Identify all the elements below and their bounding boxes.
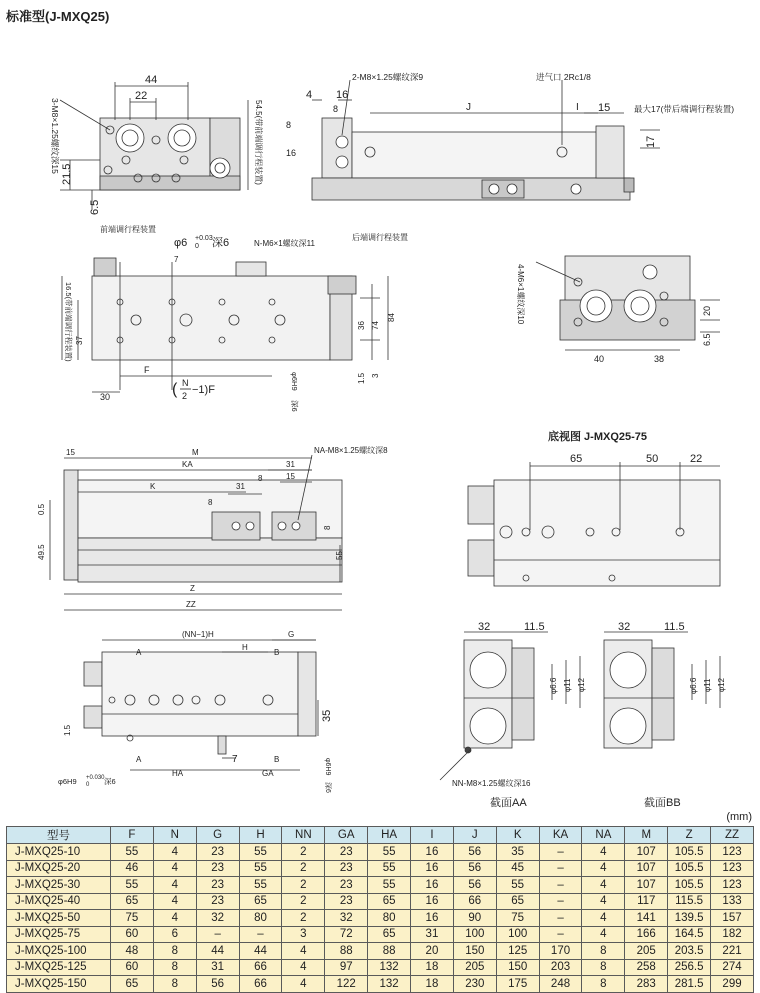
bplan-dim-B-top: B bbox=[274, 648, 280, 657]
aa-dim-32: 32 bbox=[478, 621, 491, 633]
value-cell: 8 bbox=[153, 943, 196, 960]
value-cell: – bbox=[239, 926, 282, 943]
value-cell: 46 bbox=[111, 860, 154, 877]
front-dim-6-5: 6.5 bbox=[89, 199, 101, 215]
value-cell: 44 bbox=[196, 943, 239, 960]
long-dim-8c: 8 bbox=[323, 525, 332, 530]
aa-dim-phi6-6: φ6.6 bbox=[549, 677, 558, 694]
value-cell: – bbox=[539, 926, 582, 943]
value-cell: 205 bbox=[453, 959, 496, 976]
side-dim-I: I bbox=[576, 102, 579, 113]
spec-table-body bbox=[7, 844, 754, 993]
value-cell: 65 bbox=[111, 976, 154, 993]
header-N: N bbox=[153, 827, 196, 844]
value-cell: 205 bbox=[625, 943, 668, 960]
bplan-dim-G: G bbox=[288, 630, 295, 639]
value-cell: 4 bbox=[153, 844, 196, 861]
value-cell: 170 bbox=[539, 943, 582, 960]
value-cell: 299 bbox=[711, 976, 754, 993]
value-cell: 32 bbox=[196, 910, 239, 927]
side-dim-8a: 8 bbox=[333, 104, 339, 114]
front-note-stroke: 54.5(带前端调行程装置) bbox=[254, 100, 263, 185]
plan-dim-7: 7 bbox=[174, 255, 179, 264]
side-dim-17: 17 bbox=[645, 135, 657, 148]
bplan-dim-7: 7 bbox=[232, 754, 238, 765]
value-cell: 8 bbox=[582, 959, 625, 976]
header-ZZ: ZZ bbox=[711, 827, 754, 844]
bplan-dim-A-bottom: A bbox=[136, 755, 142, 764]
value-cell: 132 bbox=[368, 976, 411, 993]
long-dim-31a: 31 bbox=[286, 460, 295, 469]
value-cell: 150 bbox=[496, 959, 539, 976]
long-dim-ZZ: ZZ bbox=[186, 600, 196, 609]
bb-dim-phi11: φ11 bbox=[703, 678, 712, 692]
bottom-view bbox=[468, 462, 720, 586]
plan-dim-37: 37 bbox=[75, 336, 84, 345]
aa-note-thread: NN-M8×1.25螺纹深16 bbox=[452, 779, 531, 788]
value-cell: 60 bbox=[111, 959, 154, 976]
value-cell: 16 bbox=[411, 844, 454, 861]
value-cell: 16 bbox=[411, 910, 454, 927]
value-cell: 115.5 bbox=[668, 893, 711, 910]
table-row bbox=[7, 860, 754, 877]
bplan-dim-GA: GA bbox=[262, 769, 274, 778]
value-cell: 4 bbox=[582, 860, 625, 877]
value-cell: 72 bbox=[325, 926, 368, 943]
value-cell: 175 bbox=[496, 976, 539, 993]
side-dim-8b: 8 bbox=[286, 120, 292, 130]
bplan-dim-A-top: A bbox=[136, 648, 142, 657]
value-cell: 6 bbox=[153, 926, 196, 943]
long-dim-Z: Z bbox=[190, 584, 195, 593]
plan-formula-open: ( bbox=[172, 381, 178, 398]
value-cell: – bbox=[539, 860, 582, 877]
value-cell: 4 bbox=[153, 877, 196, 894]
value-cell: 141 bbox=[625, 910, 668, 927]
value-cell: 45 bbox=[496, 860, 539, 877]
bottom-dim-65: 65 bbox=[570, 453, 583, 465]
bplan-note-phi6h9: φ6H9 bbox=[58, 777, 77, 786]
value-cell: 23 bbox=[325, 860, 368, 877]
header-model: 型号 bbox=[7, 827, 111, 844]
value-cell: – bbox=[196, 926, 239, 943]
value-cell: 2 bbox=[282, 893, 325, 910]
value-cell: 65 bbox=[239, 893, 282, 910]
aa-dim-11-5: 11.5 bbox=[524, 621, 545, 633]
model-cell: J-MXQ25-75 bbox=[7, 926, 111, 943]
value-cell: 107 bbox=[625, 877, 668, 894]
value-cell: 8 bbox=[582, 943, 625, 960]
value-cell: 32 bbox=[325, 910, 368, 927]
long-dim-15: 15 bbox=[66, 448, 75, 457]
value-cell: 56 bbox=[453, 877, 496, 894]
model-cell: J-MXQ25-125 bbox=[7, 959, 111, 976]
value-cell: 66 bbox=[453, 893, 496, 910]
value-cell: 105.5 bbox=[668, 844, 711, 861]
aa-label: 截面AA bbox=[490, 797, 527, 809]
spec-table bbox=[6, 826, 754, 993]
long-dim-31b: 31 bbox=[236, 482, 245, 491]
bb-dim-11-5: 11.5 bbox=[664, 621, 685, 633]
plan-dim-3: 3 bbox=[371, 373, 380, 378]
bplan-note-tol-up: +0.030 bbox=[86, 775, 105, 781]
header-I: I bbox=[411, 827, 454, 844]
header-Z: Z bbox=[668, 827, 711, 844]
plan-formula-tail: −1)F bbox=[192, 384, 215, 396]
value-cell: 105.5 bbox=[668, 860, 711, 877]
model-cell: J-MXQ25-100 bbox=[7, 943, 111, 960]
bplan-note-tol-low: 0 bbox=[86, 782, 90, 788]
value-cell: 88 bbox=[368, 943, 411, 960]
value-cell: 4 bbox=[582, 926, 625, 943]
value-cell: 65 bbox=[368, 893, 411, 910]
value-cell: 75 bbox=[111, 910, 154, 927]
value-cell: 97 bbox=[325, 959, 368, 976]
plan-note-tol-up: +0.03 bbox=[195, 235, 213, 242]
header-M: M bbox=[625, 827, 668, 844]
value-cell: 123 bbox=[711, 860, 754, 877]
value-cell: 157 bbox=[711, 910, 754, 927]
header-HA: HA bbox=[368, 827, 411, 844]
value-cell: 20 bbox=[411, 943, 454, 960]
value-cell: 8 bbox=[582, 976, 625, 993]
bplan-dim-1-5: 1.5 bbox=[63, 724, 72, 736]
value-cell: 258 bbox=[625, 959, 668, 976]
value-cell: 55 bbox=[239, 860, 282, 877]
header-NN: NN bbox=[282, 827, 325, 844]
aa-dim-phi12: φ12 bbox=[577, 677, 586, 692]
value-cell: 123 bbox=[711, 877, 754, 894]
value-cell: 164.5 bbox=[668, 926, 711, 943]
value-cell: 123 bbox=[711, 844, 754, 861]
value-cell: 66 bbox=[239, 976, 282, 993]
plan-formula-num: N bbox=[182, 378, 189, 388]
value-cell: 4 bbox=[153, 860, 196, 877]
value-cell: 56 bbox=[453, 860, 496, 877]
value-cell: 23 bbox=[196, 893, 239, 910]
long-dim-KA: KA bbox=[182, 460, 193, 469]
value-cell: 90 bbox=[453, 910, 496, 927]
value-cell: 16 bbox=[411, 860, 454, 877]
spec-table-header bbox=[7, 827, 754, 844]
plan-dim-30: 30 bbox=[100, 392, 111, 402]
rear-view bbox=[536, 256, 720, 350]
table-row bbox=[7, 844, 754, 861]
value-cell: 2 bbox=[282, 844, 325, 861]
side-note-max: 最大17(带后端调行程装置) bbox=[634, 104, 735, 114]
value-cell: 4 bbox=[282, 976, 325, 993]
value-cell: 55 bbox=[496, 877, 539, 894]
side-dim-4: 4 bbox=[306, 89, 313, 101]
front-note-thread: 3-M8×1.25螺纹深15 bbox=[50, 98, 60, 174]
front-dim-22: 22 bbox=[135, 90, 148, 102]
value-cell: 23 bbox=[325, 877, 368, 894]
header-H: H bbox=[239, 827, 282, 844]
value-cell: 182 bbox=[711, 926, 754, 943]
plan-note-rear-adj: 后端调行程装置 bbox=[352, 233, 408, 242]
long-dim-0-5: 0.5 bbox=[37, 503, 46, 515]
value-cell: 60 bbox=[111, 926, 154, 943]
value-cell: 3 bbox=[282, 926, 325, 943]
value-cell: 88 bbox=[325, 943, 368, 960]
value-cell: 55 bbox=[111, 844, 154, 861]
value-cell: 56 bbox=[453, 844, 496, 861]
value-cell: 4 bbox=[282, 959, 325, 976]
plan-dim-74: 74 bbox=[371, 321, 380, 330]
model-cell: J-MXQ25-40 bbox=[7, 893, 111, 910]
value-cell: 122 bbox=[325, 976, 368, 993]
value-cell: 23 bbox=[196, 860, 239, 877]
long-note-thread: NA-M8×1.25螺纹深8 bbox=[314, 446, 388, 455]
long-dim-K: K bbox=[150, 482, 156, 491]
long-dim-49-5: 49.5 bbox=[37, 544, 46, 560]
value-cell: – bbox=[539, 877, 582, 894]
bplan-note-phi6h9-b: φ6H9 bbox=[324, 758, 331, 776]
side-top-view bbox=[312, 80, 660, 200]
value-cell: 16 bbox=[411, 893, 454, 910]
value-cell: 23 bbox=[325, 893, 368, 910]
long-dim-M: M bbox=[192, 448, 199, 457]
value-cell: 55 bbox=[239, 844, 282, 861]
value-cell: 133 bbox=[711, 893, 754, 910]
value-cell: 100 bbox=[453, 926, 496, 943]
value-cell: 18 bbox=[411, 959, 454, 976]
side-dim-16b: 16 bbox=[286, 148, 297, 158]
front-dim-21-5: 21.5 bbox=[61, 163, 73, 185]
value-cell: 31 bbox=[411, 926, 454, 943]
plan-note-depth: 深6 bbox=[212, 237, 230, 249]
table-row bbox=[7, 893, 754, 910]
value-cell: 55 bbox=[368, 844, 411, 861]
value-cell: 44 bbox=[239, 943, 282, 960]
plan-note-depth6: 深6 bbox=[290, 400, 299, 412]
value-cell: 4 bbox=[582, 910, 625, 927]
value-cell: 8 bbox=[153, 976, 196, 993]
value-cell: 2 bbox=[282, 877, 325, 894]
table-row bbox=[7, 926, 754, 943]
table-row bbox=[7, 943, 754, 960]
value-cell: 117 bbox=[625, 893, 668, 910]
model-cell: J-MXQ25-150 bbox=[7, 976, 111, 993]
value-cell: 221 bbox=[711, 943, 754, 960]
value-cell: 75 bbox=[496, 910, 539, 927]
plan-dim-F: F bbox=[144, 365, 150, 375]
rear-dim-38: 38 bbox=[654, 354, 665, 364]
value-cell: 23 bbox=[196, 877, 239, 894]
section-aa bbox=[440, 632, 580, 780]
side-dim-J: J bbox=[466, 102, 471, 113]
front-dim-44: 44 bbox=[145, 74, 158, 86]
bottom-plan-view bbox=[84, 640, 318, 770]
value-cell: 4 bbox=[282, 943, 325, 960]
rear-dim-20: 20 bbox=[702, 305, 712, 316]
long-dim-8b: 8 bbox=[208, 498, 213, 507]
unit-label: (mm) bbox=[726, 811, 752, 823]
table-row bbox=[7, 910, 754, 927]
model-cell: J-MXQ25-10 bbox=[7, 844, 111, 861]
plan-note-tol-low: 0 bbox=[195, 243, 199, 250]
plan-note-phi6: φ6 bbox=[174, 237, 188, 249]
plan-note-N-thread: N-M6×1螺纹深11 bbox=[254, 239, 315, 248]
value-cell: 48 bbox=[111, 943, 154, 960]
value-cell: 4 bbox=[582, 877, 625, 894]
value-cell: 105.5 bbox=[668, 877, 711, 894]
header-F: F bbox=[111, 827, 154, 844]
bplan-dim-35: 35 bbox=[321, 709, 333, 722]
value-cell: – bbox=[539, 910, 582, 927]
plan-dim-36: 36 bbox=[357, 321, 366, 330]
rear-dim-6-5: 6.5 bbox=[702, 333, 712, 346]
value-cell: 125 bbox=[496, 943, 539, 960]
value-cell: 23 bbox=[196, 844, 239, 861]
bb-dim-32: 32 bbox=[618, 621, 631, 633]
value-cell: 283 bbox=[625, 976, 668, 993]
page-title: 标准型(J-MXQ25) bbox=[6, 9, 110, 24]
plan-dim-1-5: 1.5 bbox=[357, 372, 366, 384]
bplan-dim-NN-H: (NN−1)H bbox=[182, 630, 214, 639]
long-dim-8a: 8 bbox=[258, 474, 263, 483]
value-cell: 23 bbox=[325, 844, 368, 861]
header-J: J bbox=[453, 827, 496, 844]
plan-dim-84: 84 bbox=[387, 313, 396, 322]
value-cell: 80 bbox=[239, 910, 282, 927]
side-dim-15: 15 bbox=[598, 102, 611, 114]
value-cell: 35 bbox=[496, 844, 539, 861]
bplan-note-depth: 深6 bbox=[104, 777, 116, 786]
bottom-dim-50: 50 bbox=[646, 453, 659, 465]
value-cell: 166 bbox=[625, 926, 668, 943]
value-cell: 65 bbox=[111, 893, 154, 910]
bb-label: 截面BB bbox=[644, 797, 681, 809]
model-cell: J-MXQ25-20 bbox=[7, 860, 111, 877]
model-cell: J-MXQ25-50 bbox=[7, 910, 111, 927]
value-cell: 4 bbox=[153, 910, 196, 927]
bb-dim-phi6-6: φ6.6 bbox=[689, 677, 698, 694]
table-row bbox=[7, 976, 754, 993]
long-dim-15b: 15 bbox=[286, 472, 295, 481]
value-cell: 150 bbox=[453, 943, 496, 960]
bplan-note-depth-b: 深6 bbox=[324, 782, 331, 793]
bplan-dim-HA: HA bbox=[172, 769, 184, 778]
header-K: K bbox=[496, 827, 539, 844]
value-cell: 4 bbox=[582, 893, 625, 910]
value-cell: 107 bbox=[625, 844, 668, 861]
front-view bbox=[60, 82, 248, 210]
side-dim-16: 16 bbox=[336, 89, 349, 101]
value-cell: 55 bbox=[368, 860, 411, 877]
value-cell: 139.5 bbox=[668, 910, 711, 927]
value-cell: 100 bbox=[496, 926, 539, 943]
value-cell: 107 bbox=[625, 860, 668, 877]
value-cell: 66 bbox=[239, 959, 282, 976]
bottom-dim-22: 22 bbox=[690, 453, 703, 465]
plan-view bbox=[62, 258, 388, 392]
value-cell: 65 bbox=[496, 893, 539, 910]
value-cell: 2 bbox=[282, 910, 325, 927]
header-NA: NA bbox=[582, 827, 625, 844]
table-row bbox=[7, 877, 754, 894]
value-cell: 4 bbox=[582, 844, 625, 861]
value-cell: 18 bbox=[411, 976, 454, 993]
header-G: G bbox=[196, 827, 239, 844]
long-dim-55: 55 bbox=[335, 551, 344, 560]
value-cell: 55 bbox=[111, 877, 154, 894]
bottom-view-title: 底视图 J-MXQ25-75 bbox=[548, 431, 648, 443]
value-cell: 65 bbox=[368, 926, 411, 943]
value-cell: 274 bbox=[711, 959, 754, 976]
value-cell: 132 bbox=[368, 959, 411, 976]
aa-dim-phi11: φ11 bbox=[563, 678, 572, 692]
bplan-dim-B-bottom: B bbox=[274, 755, 280, 764]
value-cell: 55 bbox=[239, 877, 282, 894]
value-cell: 8 bbox=[153, 959, 196, 976]
side-note-thread: 2-M8×1.25螺纹深9 bbox=[352, 72, 424, 82]
header-GA: GA bbox=[325, 827, 368, 844]
model-cell: J-MXQ25-30 bbox=[7, 877, 111, 894]
plan-formula-den: 2 bbox=[182, 391, 188, 401]
value-cell: 56 bbox=[196, 976, 239, 993]
value-cell: 31 bbox=[196, 959, 239, 976]
value-cell: 281.5 bbox=[668, 976, 711, 993]
value-cell: 256.5 bbox=[668, 959, 711, 976]
value-cell: 2 bbox=[282, 860, 325, 877]
value-cell: 4 bbox=[153, 893, 196, 910]
value-cell: – bbox=[539, 844, 582, 861]
long-side-view bbox=[50, 455, 342, 610]
header-KA: KA bbox=[539, 827, 582, 844]
plan-note-16-5: 16.5(带前端调行程装置) bbox=[64, 282, 73, 362]
value-cell: 80 bbox=[368, 910, 411, 927]
bb-dim-phi12: φ12 bbox=[717, 677, 726, 692]
value-cell: 55 bbox=[368, 877, 411, 894]
value-cell: 203.5 bbox=[668, 943, 711, 960]
rear-dim-40: 40 bbox=[594, 354, 605, 364]
value-cell: 203 bbox=[539, 959, 582, 976]
value-cell: 248 bbox=[539, 976, 582, 993]
plan-note-front-adj: 前端调行程装置 bbox=[100, 225, 156, 234]
plan-note-phi6h9: φ6H9 bbox=[290, 372, 299, 391]
rear-note-thread: 4-M6×1螺纹深10 bbox=[516, 264, 525, 325]
value-cell: 230 bbox=[453, 976, 496, 993]
side-note-port: 进气口 2Rc1/8 bbox=[536, 72, 591, 82]
table-row bbox=[7, 959, 754, 976]
bplan-dim-H: H bbox=[242, 643, 248, 652]
value-cell: 16 bbox=[411, 877, 454, 894]
value-cell: – bbox=[539, 893, 582, 910]
